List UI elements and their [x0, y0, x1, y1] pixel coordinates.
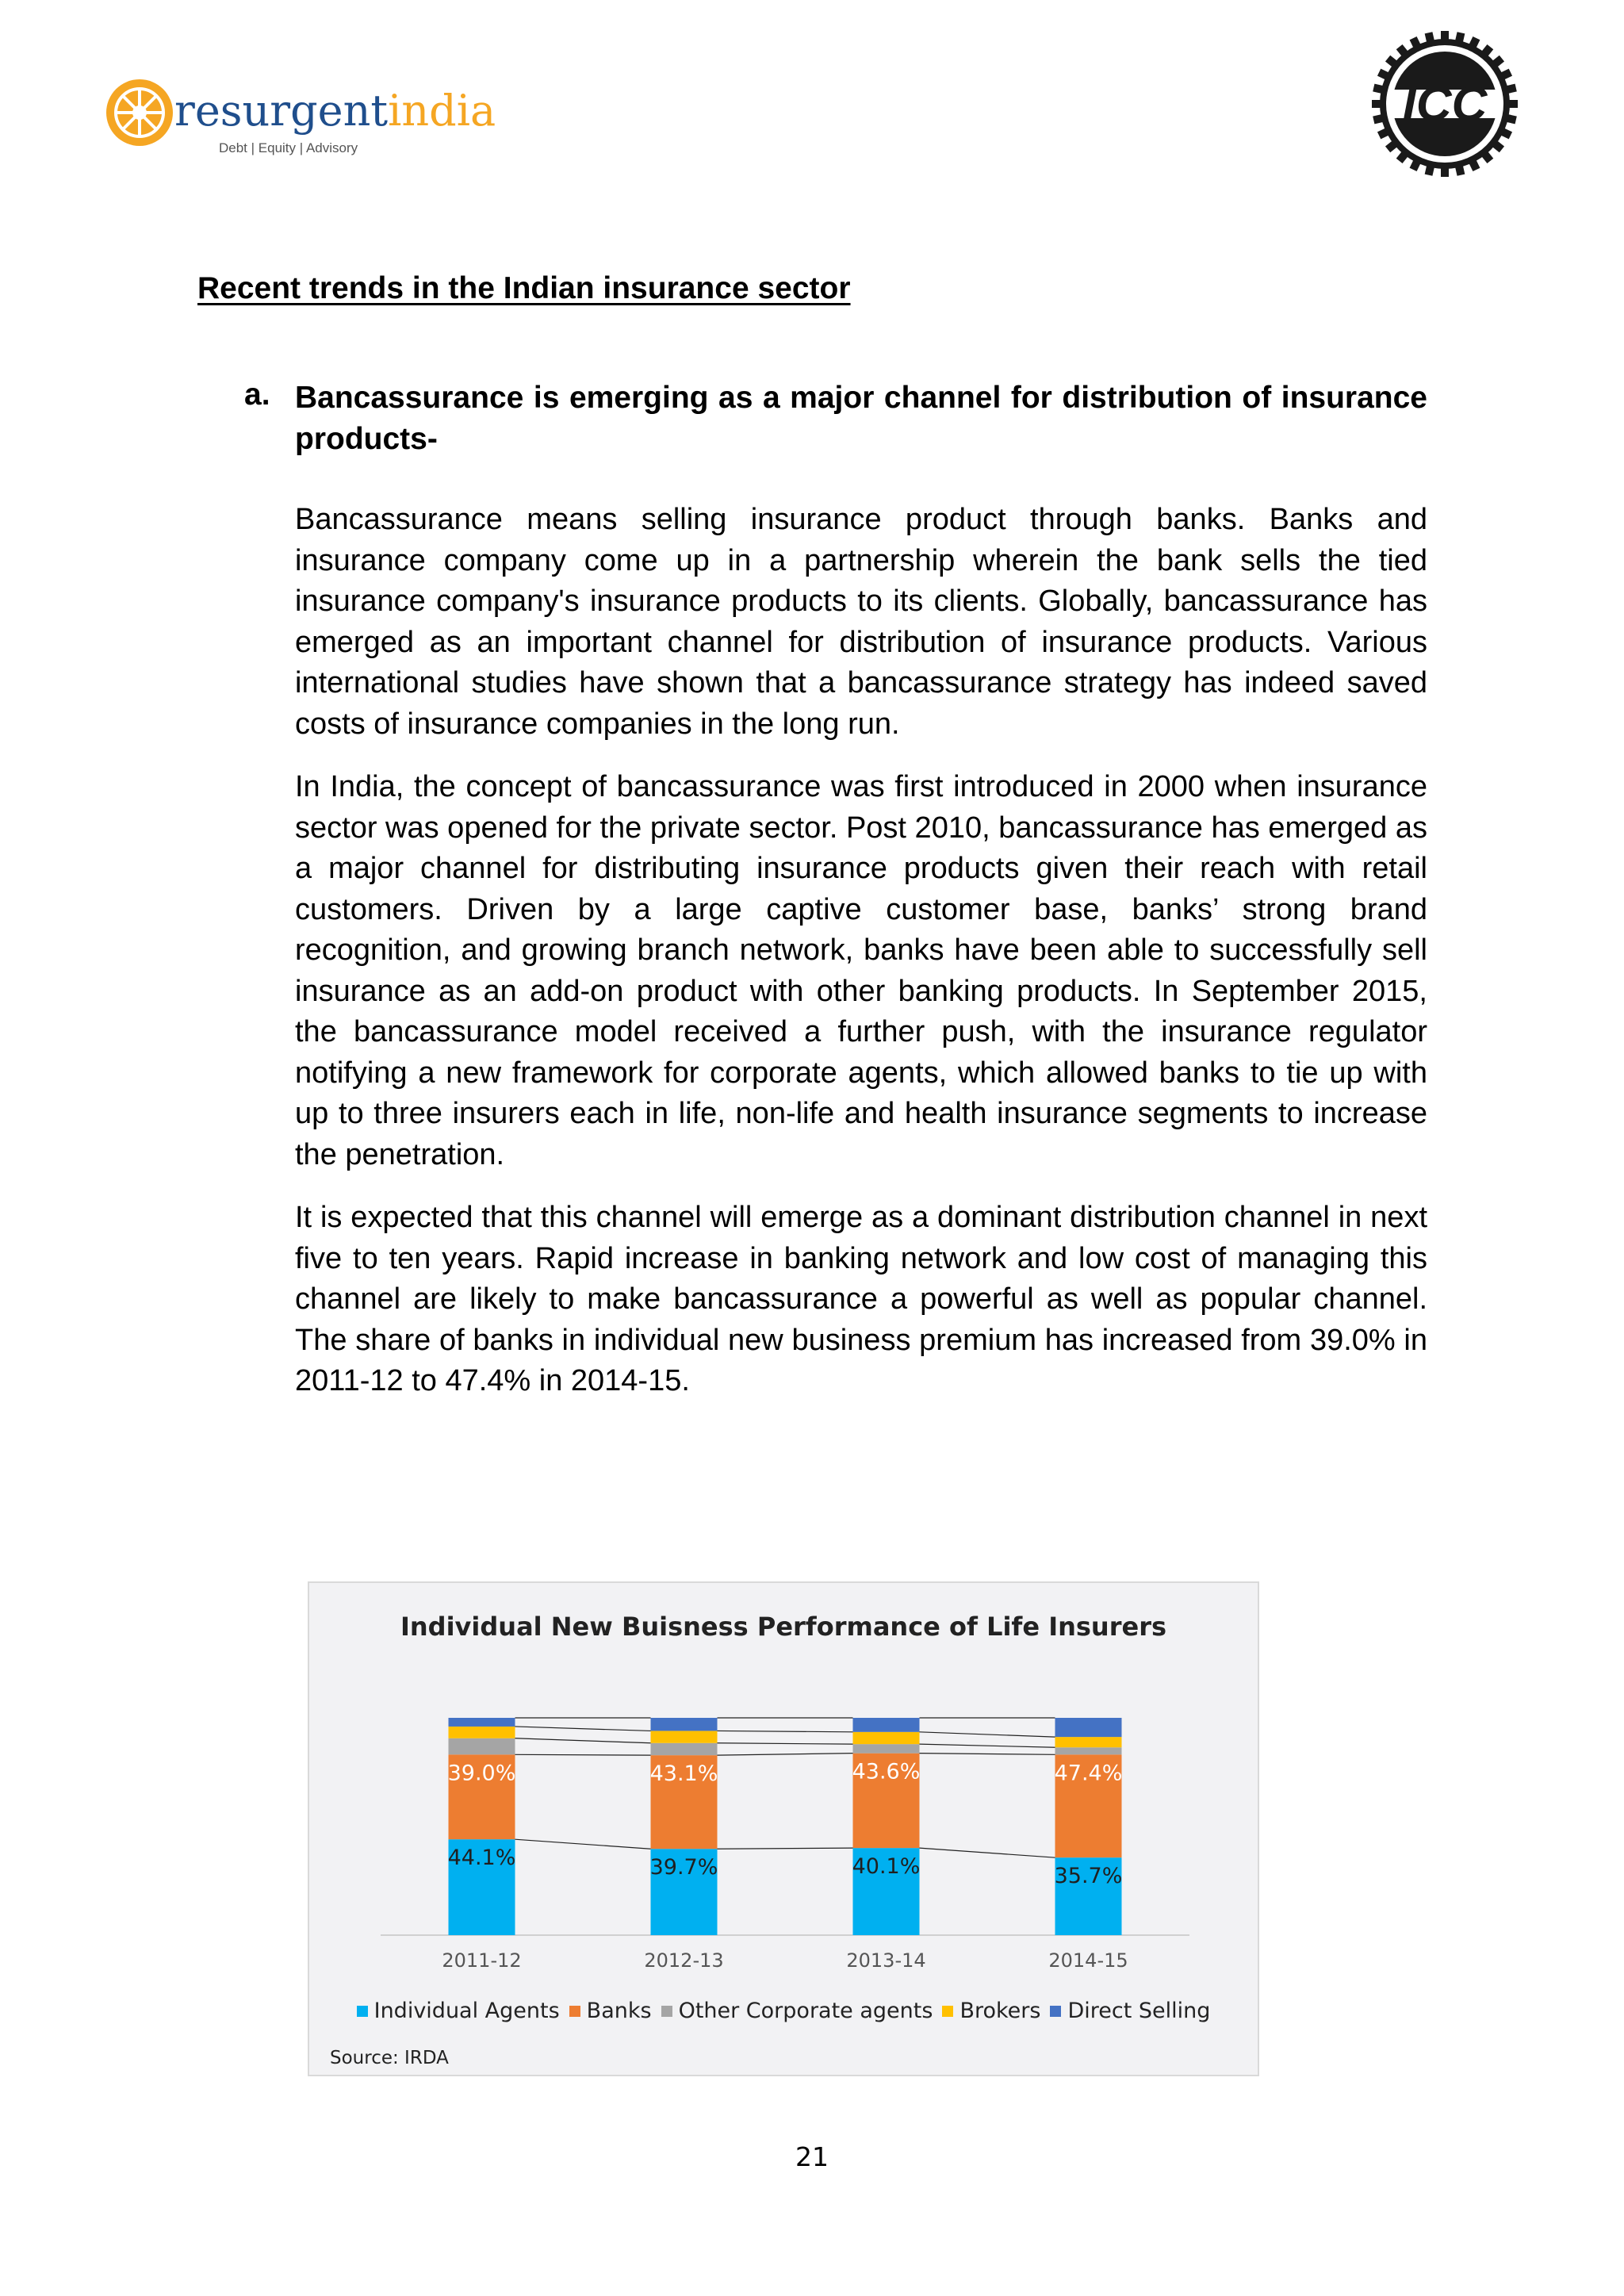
bar-segment-direct-selling-2014-15	[1055, 1718, 1122, 1737]
body-text	[295, 500, 1427, 1424]
legend-item	[942, 1999, 1040, 2023]
bar-segment-other-corporate-agents-2012-13	[651, 1743, 718, 1755]
bar-segment-other-corporate-agents-2011-12	[449, 1738, 515, 1755]
bar-segment-brokers-2013-14	[853, 1732, 920, 1744]
legend-swatch	[357, 2006, 368, 2017]
data-label: 35.7%	[1054, 1864, 1123, 1889]
series-line	[920, 1744, 1055, 1747]
series-line	[920, 1732, 1055, 1737]
x-tick-label: 2014-15	[1048, 1949, 1128, 1972]
bar-segment-direct-selling-2012-13	[651, 1718, 718, 1731]
legend-item	[357, 1999, 560, 2023]
bar-segment-direct-selling-2013-14	[853, 1718, 920, 1732]
logo-wordmark: resurgentindia	[174, 86, 496, 136]
section-title: Recent trends in the Indian insurance sector	[197, 271, 851, 305]
series-line	[515, 1727, 651, 1731]
series-line	[515, 1738, 651, 1743]
data-label: 47.4%	[1054, 1761, 1123, 1786]
series-line	[920, 1848, 1055, 1857]
data-label: 43.1%	[649, 1761, 718, 1787]
bar-segment-brokers-2011-12	[449, 1727, 515, 1738]
data-label: 43.6%	[852, 1759, 921, 1784]
data-label: 40.1%	[852, 1854, 921, 1880]
x-tick-label: 2012-13	[644, 1949, 724, 1972]
series-line	[515, 1754, 651, 1755]
data-label: 39.0%	[447, 1761, 516, 1786]
resurgentindia-logo	[98, 70, 496, 165]
series-line	[718, 1754, 853, 1755]
legend-swatch	[569, 2006, 580, 2017]
logo-tagline: Debt | Equity | Advisory	[219, 140, 358, 155]
legend-item	[569, 1999, 652, 2023]
legend-swatch	[1050, 2006, 1061, 2017]
bar-segment-direct-selling-2011-12	[449, 1718, 515, 1727]
series-line	[718, 1743, 853, 1744]
data-label: 39.7%	[649, 1855, 718, 1880]
paragraph-3: It is expected that this channel will emerge as a dominant distribution channel in next five to ten years. Rapid increase in banking network and low cost of managing this channel are likely to make bancassurance a powerful as well as popular channel. The share of banks in individual new business premium has increased from 39.0% in 2011-12 to 47.4% in 2014-15.	[295, 1201, 1427, 1397]
sun-emblem-icon	[106, 79, 173, 146]
legend-swatch	[942, 2006, 953, 2017]
chart-title: Individual New Buisness Performance of Life Insurers	[400, 1612, 1167, 1642]
icc-letters: ICC	[1402, 77, 1488, 132]
chart-container	[308, 1581, 1259, 2076]
legend-label: Direct Selling	[1067, 1999, 1211, 2023]
series-line	[515, 1839, 651, 1849]
x-tick-label: 2011-12	[442, 1949, 522, 1972]
subsection-letter: a.	[244, 378, 270, 412]
legend-label: Individual Agents	[373, 1999, 560, 2023]
data-label: 44.1%	[447, 1846, 516, 1871]
x-tick-label: 2013-14	[846, 1949, 926, 1972]
bar-segment-brokers-2012-13	[651, 1731, 718, 1742]
paragraph-2: In India, the concept of bancassurance was first introduced in 2000 when insurance sector was opened for the private sector. Post 2010, bancassurance has emerged as a major channel for distributing insurance products given their reach with retail customers. Driven by a large captive customer base, banks’ strong brand recognition, and growing branch network, banks have been able to successfully sell insurance as an add-on product with other banking products. In September 2015, the bancassurance model received a further push, with the insurance regulator notifying a new framework for corporate agents, which allowed banks to tie up with up to three insurers each in life, non-life and health insurance segments to increase the penetration.	[295, 770, 1427, 1171]
legend-item	[1050, 1999, 1210, 2023]
series-line	[718, 1848, 853, 1849]
paragraph-1: Bancassurance means selling insurance product through banks. Banks and insurance company come up in a partnership wherein the bank sells the tied insurance company's insurance products to its clients. Globally, bancassurance has emerged as an important channel for distribution of insurance products. Various international studies have shown that a bancassurance strategy has indeed saved costs of insurance companies in the long run.	[295, 503, 1427, 741]
legend-label: Other Corporate agents	[678, 1999, 933, 2023]
subsection-heading: Bancassurance is emerging as a major channel for distribution of insurance products-	[295, 381, 1427, 456]
legend-swatch	[661, 2006, 672, 2017]
chart-legend	[309, 1999, 1258, 2023]
legend-item	[661, 1999, 933, 2023]
legend-label: Banks	[586, 1999, 652, 2023]
bar-segment-brokers-2014-15	[1055, 1737, 1122, 1747]
icc-logo	[1350, 29, 1540, 179]
legend-label: Brokers	[959, 1999, 1041, 2023]
bar-segment-other-corporate-agents-2013-14	[853, 1744, 920, 1754]
series-line	[920, 1754, 1055, 1755]
page-number: 21	[795, 2141, 829, 2172]
chart-source: Source: IRDA	[330, 2048, 449, 2068]
bar-segment-other-corporate-agents-2014-15	[1055, 1747, 1122, 1754]
